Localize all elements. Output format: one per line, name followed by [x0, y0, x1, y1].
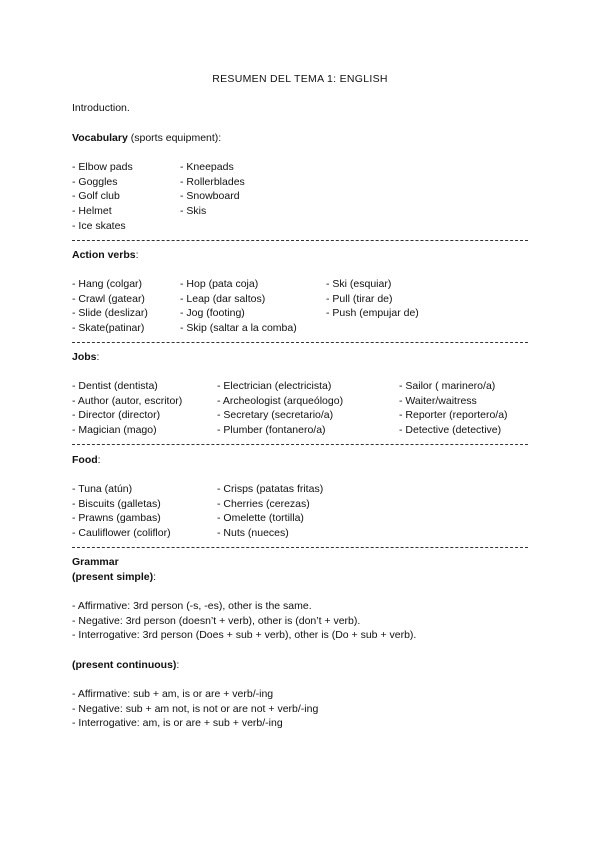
list-item: - Sailor ( marinero/a) — [399, 380, 496, 392]
section-divider — [72, 547, 528, 548]
intro-text: Introduction. — [72, 102, 130, 114]
list-item: - Electrician (electricista) — [217, 380, 332, 392]
present-simple-heading — [72, 571, 156, 584]
jobs-heading — [72, 351, 99, 364]
grammar-line: - Negative: 3rd person (doesn’t + verb), other is (don’t + verb). — [72, 615, 361, 627]
vocabulary-title: Vocabulary — [72, 132, 128, 144]
list-item: - Snowboard — [180, 190, 240, 202]
food-colon: : — [97, 454, 101, 466]
list-item: - Hop (pata coja) — [180, 278, 259, 290]
list-item: - Plumber (fontanero/a) — [217, 424, 326, 436]
list-item: - Prawns (gambas) — [72, 512, 161, 524]
grammar-line: - Affirmative: sub + am, is or are + verb/-ing — [72, 688, 274, 700]
list-item: - Magician (mago) — [72, 424, 157, 436]
list-item: - Biscuits (galletas) — [72, 498, 161, 510]
list-item: - Ice skates — [72, 220, 126, 232]
list-item: - Skis — [180, 205, 207, 217]
list-item: - Pull (tirar de) — [326, 293, 393, 305]
action-verbs-colon: : — [135, 249, 139, 261]
list-item: - Ski (esquiar) — [326, 278, 392, 290]
action-verbs-heading — [72, 249, 139, 262]
list-item: - Kneepads — [180, 161, 234, 173]
list-item: - Detective (detective) — [399, 424, 502, 436]
list-item: - Golf club — [72, 190, 120, 202]
list-item: - Nuts (nueces) — [217, 527, 289, 539]
food-title: Food — [72, 454, 98, 466]
list-item: - Goggles — [72, 176, 118, 188]
section-divider — [72, 342, 528, 343]
list-item: - Archeologist (arqueólogo) — [217, 395, 344, 407]
list-item: - Dentist (dentista) — [72, 380, 158, 392]
list-item: - Hang (colgar) — [72, 278, 143, 290]
jobs-colon: : — [96, 351, 100, 363]
list-item: - Tuna (atún) — [72, 483, 133, 495]
jobs-title: Jobs — [72, 351, 97, 363]
vocabulary-heading — [72, 132, 221, 145]
section-divider — [72, 444, 528, 445]
grammar-line: - Interrogative: 3rd person (Does + sub + verb), other is (Do + sub + verb). — [72, 629, 417, 641]
list-item: - Leap (dar saltos) — [180, 293, 266, 305]
section-divider — [72, 240, 528, 241]
food-heading — [72, 454, 101, 467]
list-item: - Skate(patinar) — [72, 322, 145, 334]
list-item: - Elbow pads — [72, 161, 133, 173]
list-item: - Cherries (cerezas) — [217, 498, 310, 510]
present-simple-colon: : — [153, 571, 157, 583]
list-item: - Waiter/waitress — [399, 395, 477, 407]
grammar-line: - Affirmative: 3rd person (-s, -es), other is the same. — [72, 600, 312, 612]
list-item: - Skip (saltar a la comba) — [180, 322, 297, 334]
present-continuous-title: (present continuous) — [72, 659, 177, 671]
page-title: RESUMEN DEL TEMA 1: ENGLISH — [212, 73, 388, 85]
list-item: - Helmet — [72, 205, 112, 217]
list-item: - Rollerblades — [180, 176, 245, 188]
grammar-heading: Grammar — [72, 556, 119, 568]
vocabulary-subtitle: (sports equipment): — [127, 132, 222, 144]
list-item: - Author (autor, escritor) — [72, 395, 183, 407]
present-continuous-colon: : — [176, 659, 180, 671]
grammar-line: - Interrogative: am, is or are + sub + verb/-ing — [72, 717, 283, 729]
list-item: - Reporter (reportero/a) — [399, 409, 508, 421]
present-simple-title: (present simple) — [72, 571, 154, 583]
grammar-line: - Negative: sub + am not, is not or are not + verb/-ing — [72, 703, 319, 715]
list-item: - Crawl (gatear) — [72, 293, 145, 305]
list-item: - Director (director) — [72, 409, 161, 421]
list-item: - Slide (deslizar) — [72, 307, 148, 319]
present-continuous-heading — [72, 659, 179, 672]
list-item: - Cauliflower (coliflor) — [72, 527, 171, 539]
list-item: - Crisps (patatas fritas) — [217, 483, 324, 495]
action-verbs-title: Action verbs — [72, 249, 136, 261]
list-item: - Push (empujar de) — [326, 307, 419, 319]
list-item: - Jog (footing) — [180, 307, 245, 319]
list-item: - Omelette (tortilla) — [217, 512, 304, 524]
list-item: - Secretary (secretario/a) — [217, 409, 334, 421]
